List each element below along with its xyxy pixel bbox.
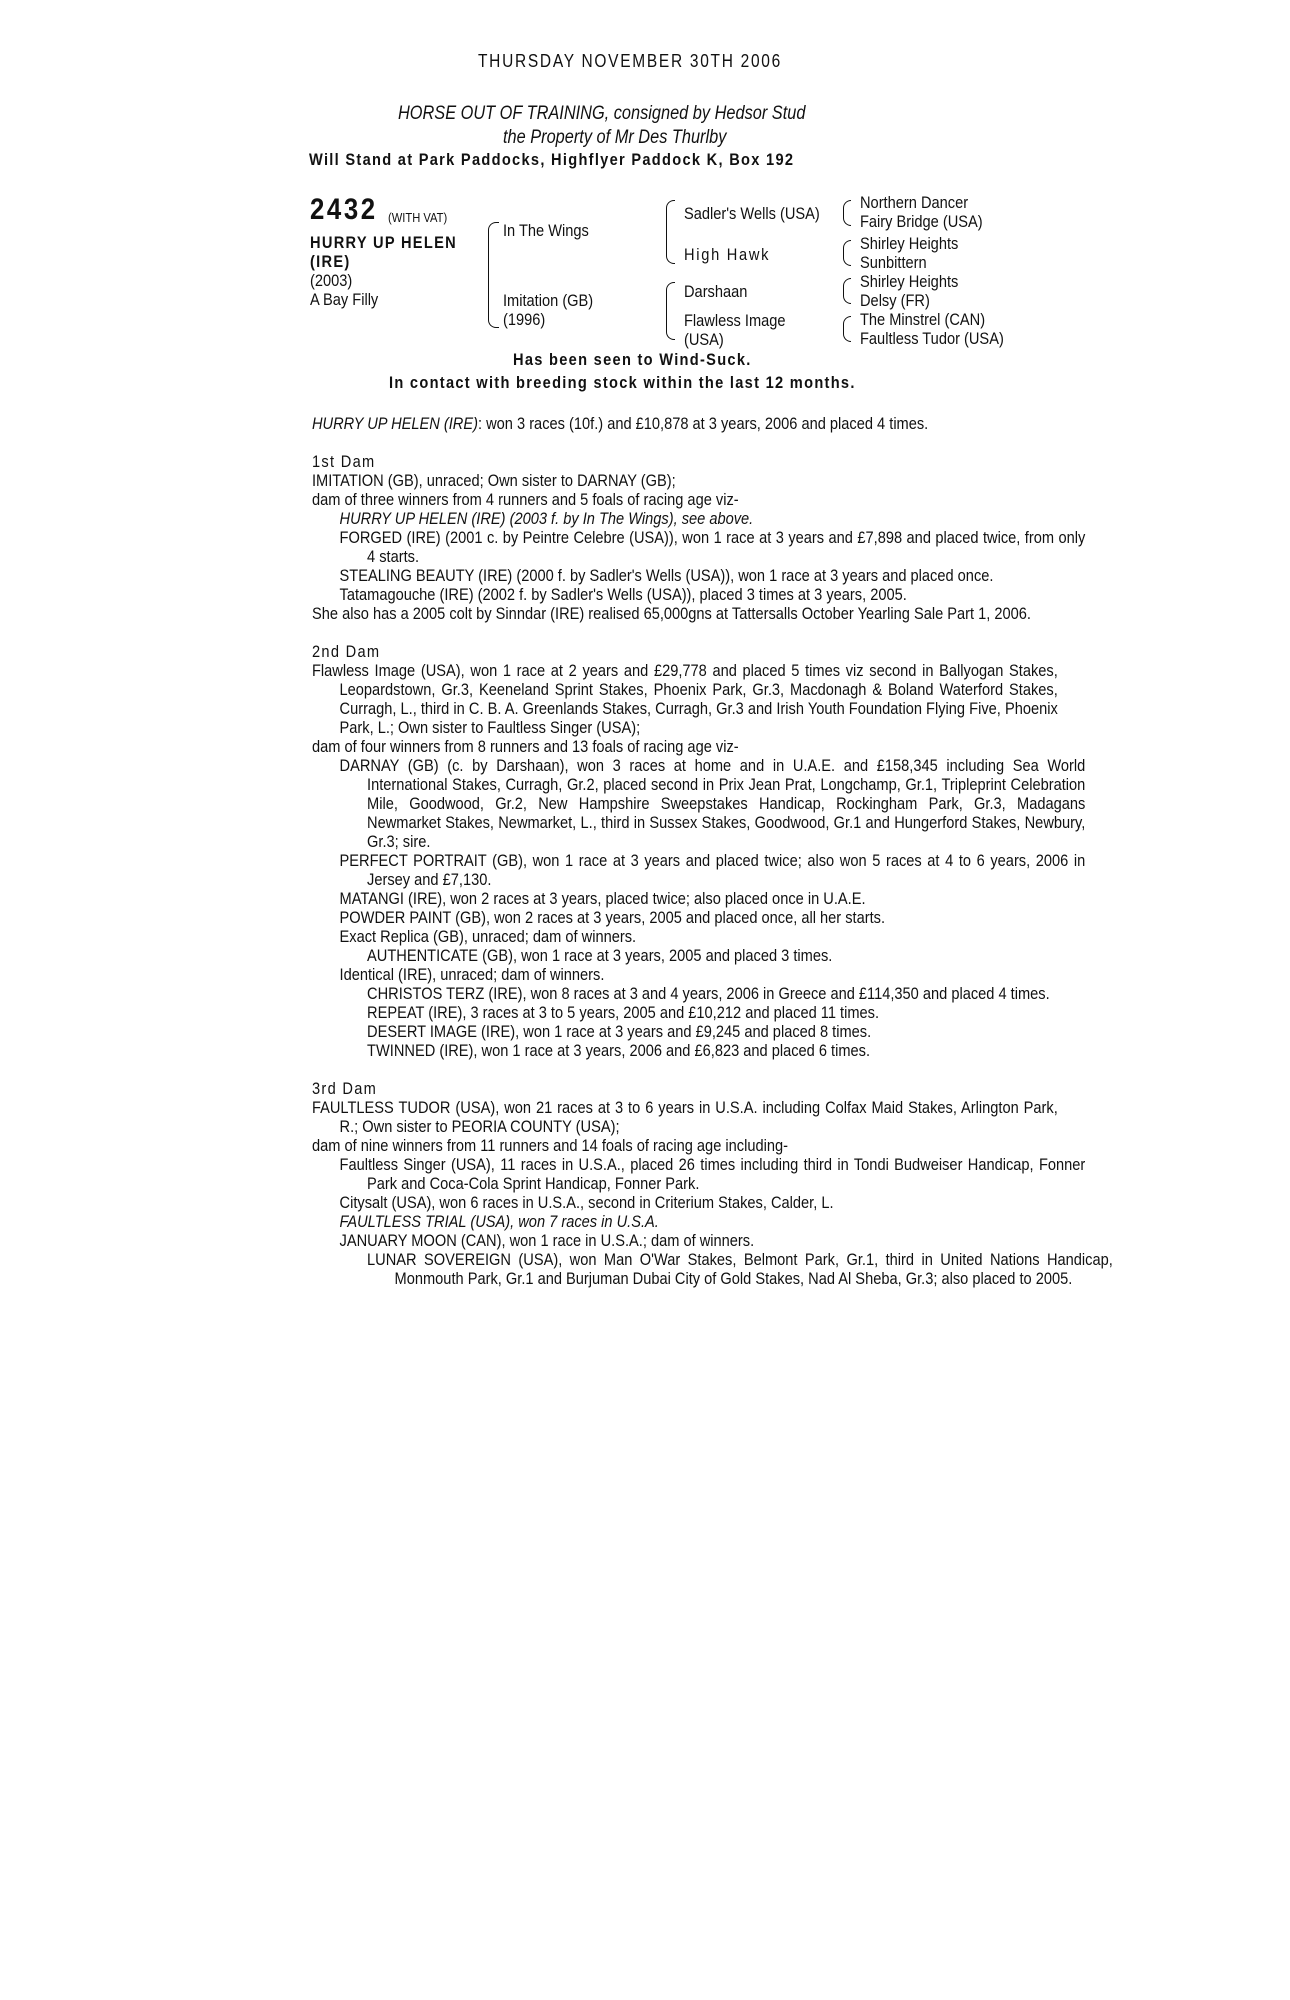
produce-subitem: TWINNED (IRE), won 1 race at 3 years, 2006 and £6,823 and placed 6 times. [367,1041,871,1060]
produce-item: PERFECT PORTRAIT (GB), won 1 race at 3 years and placed twice; also won 5 races at 4 to 6 years, 2006 in Jersey and £7,130. [339,851,1086,889]
pedigree-gen3-4: Sunbittern [860,253,927,272]
horse-name: HURRY UP HELEN [310,233,457,252]
produce-item: FORGED (IRE) (2001 c. by Peintre Celebre (USA)), won 1 race at 3 years and £7,898 and placed twice, from only 4 starts. [339,528,1086,566]
catalogue-body [312,414,1113,1288]
pedigree-dam-sire: Darshaan [684,282,748,301]
produce-item: MATANGI (IRE), won 2 races at 3 years, placed twice; also placed once in U.A.E. [339,889,866,908]
second-dam-heading: 2nd Dam [312,642,381,661]
produce-item: Citysalt (USA), won 6 races in U.S.A., second in Criterium Stakes, Calder, L. [339,1193,834,1212]
second-dam-line: Flawless Image (USA), won 1 race at 2 years and £29,778 and placed 5 times viz second in Ballyogan Stakes, Leopardstown, Gr.3, Keeneland Sprint Stakes, Phoenix Park, Gr.3, Macdonagh & Boland Waterford Stakes, Curragh, L., third in C. B. A. Greenlands Stakes, Curragh, Gr.3 and Irish Youth Foundation Flying Five, Phoenix Park, L.; Own sister to Faultless Singer (USA); [312,661,1058,737]
pedigree-gen3-1: Northern Dancer [860,193,969,212]
pedigree-gen3-6: Delsy (FR) [860,291,930,310]
pedigree-brace [843,200,851,226]
first-dam-heading: 1st Dam [312,452,376,471]
pedigree-brace [843,278,851,304]
pedigree-sire-sire: Sadler's Wells (USA) [684,204,820,223]
pedigree-brace [666,200,675,264]
pedigree-brace [666,282,675,340]
produce-item: Tatamagouche (IRE) (2002 f. by Sadler's Wells (USA)), placed 3 times at 3 years, 2005. [339,585,907,604]
produce-subitem: DESERT IMAGE (IRE), won 1 race at 3 years and £9,245 and placed 8 times. [367,1022,872,1041]
second-dam-produce: dam of four winners from 8 runners and 13 foals of racing age viz- [312,737,739,756]
pedigree-sire-dam: High Hawk [684,245,771,264]
property-line: the Property of Mr Des Thurlby [503,127,727,148]
wind-suck-note: Has been seen to Wind-Suck. [513,350,752,369]
produce-item: Exact Replica (GB), unraced; dam of winners. [339,927,637,946]
vat-label: (WITH VAT) [388,210,448,225]
sale-date: THURSDAY NOVEMBER 30TH 2006 [478,51,782,71]
produce-item: FAULTLESS TRIAL (USA), won 7 races in U.S.A. [339,1212,659,1231]
first-dam-produce: dam of three winners from 4 runners and 5 foals of racing age viz- [312,490,739,509]
lot-number: 2432 [310,193,378,226]
consignment-line: HORSE OUT OF TRAINING, consigned by Hedsor Stud [398,103,806,124]
produce-item: STEALING BEAUTY (IRE) (2000 f. by Sadler's Wells (USA)), won 1 race at 3 years and placed once. [339,566,994,585]
produce-subitem: LUNAR SOVEREIGN (USA), won Man O'War Stakes, Belmont Park, Gr.1, third in United Nations Handicap, Monmouth Park, Gr.1 and Burjuman Dubai City of Gold Stakes, Nad Al Sheba, Gr.3; also placed to 2005. [367,1250,1113,1288]
horse-description: A Bay Filly [310,290,379,309]
third-dam-line: FAULTLESS TUDOR (USA), won 21 races at 3 to 6 years in U.S.A. including Colfax Maid Stakes, Arlington Park, R.; Own sister to PEORIA COUNTY (USA); [312,1098,1058,1136]
stand-location: Will Stand at Park Paddocks, Highflyer Paddock K, Box 192 [309,150,795,169]
horse-year: (2003) [310,271,353,290]
pedigree-brace [843,316,851,342]
third-dam-produce: dam of nine winners from 11 runners and 14 foals of racing age including- [312,1136,788,1155]
breeding-stock-note: In contact with breeding stock within the last 12 months. [389,373,856,392]
pedigree-gen3-7: The Minstrel (CAN) [860,310,986,329]
produce-subitem: CHRISTOS TERZ (IRE), won 8 races at 3 and 4 years, 2006 in Greece and £114,350 and placed 4 times. [367,984,1050,1003]
race-summary: HURRY UP HELEN (IRE): won 3 races (10f.) and £10,878 at 3 years, 2006 and placed 4 times. [312,414,929,433]
pedigree-gen3-5: Shirley Heights [860,272,959,291]
pedigree-dam-dam: Flawless Image [684,311,786,330]
pedigree-dam-year: (1996) [503,310,546,329]
produce-item: Identical (IRE), unraced; dam of winners. [339,965,605,984]
pedigree-gen3-8: Faultless Tudor (USA) [860,329,1004,348]
third-dam-heading: 3rd Dam [312,1079,378,1098]
pedigree-gen3-3: Shirley Heights [860,234,959,253]
produce-subitem: REPEAT (IRE), 3 races at 3 to 5 years, 2005 and £10,212 and placed 11 times. [367,1003,880,1022]
produce-subitem: AUTHENTICATE (GB), won 1 race at 3 years, 2005 and placed 3 times. [367,946,833,965]
pedigree-brace [843,240,851,266]
produce-item: JANUARY MOON (CAN), won 1 race in U.S.A.; dam of winners. [339,1231,755,1250]
horse-country: (IRE) [310,252,351,271]
pedigree-gen3-2: Fairy Bridge (USA) [860,212,983,231]
produce-item: DARNAY (GB) (c. by Darshaan), won 3 races at home and in U.A.E. and £158,345 including Sea World International Stakes, Curragh, Gr.2, placed second in Prix Jean Prat, Longchamp, Gr.1, Tripleprint Celebration Mile, Goodwood, Gr.2, New Hampshire Sweepstakes Handicap, Rockingham Park, Gr.3, Madagans Newmarket Stakes, Newmarket, L., third in Sussex Stakes, Goodwood, Gr.1 and Hungerford Stakes, Newbury, Gr.3; sire. [339,756,1086,851]
first-dam-line: IMITATION (GB), unraced; Own sister to DARNAY (GB); [312,471,676,490]
produce-item: HURRY UP HELEN (IRE) (2003 f. by In The Wings), see above. [339,509,754,528]
pedigree-dam-dam-country: (USA) [684,330,724,349]
pedigree-brace [488,222,499,328]
produce-item: Faultless Singer (USA), 11 races in U.S.A., placed 26 times including third in Tondi Budweiser Handicap, Fonner Park and Coca-Cola Sprint Handicap, Fonner Park. [339,1155,1086,1193]
first-dam-note: She also has a 2005 colt by Sinndar (IRE) realised 65,000gns at Tattersalls October Yearling Sale Part 1, 2006. [312,604,1031,623]
pedigree-sire: In The Wings [503,221,589,240]
pedigree-dam: Imitation (GB) [503,291,594,310]
produce-item: POWDER PAINT (GB), won 2 races at 3 years, 2005 and placed once, all her starts. [339,908,886,927]
